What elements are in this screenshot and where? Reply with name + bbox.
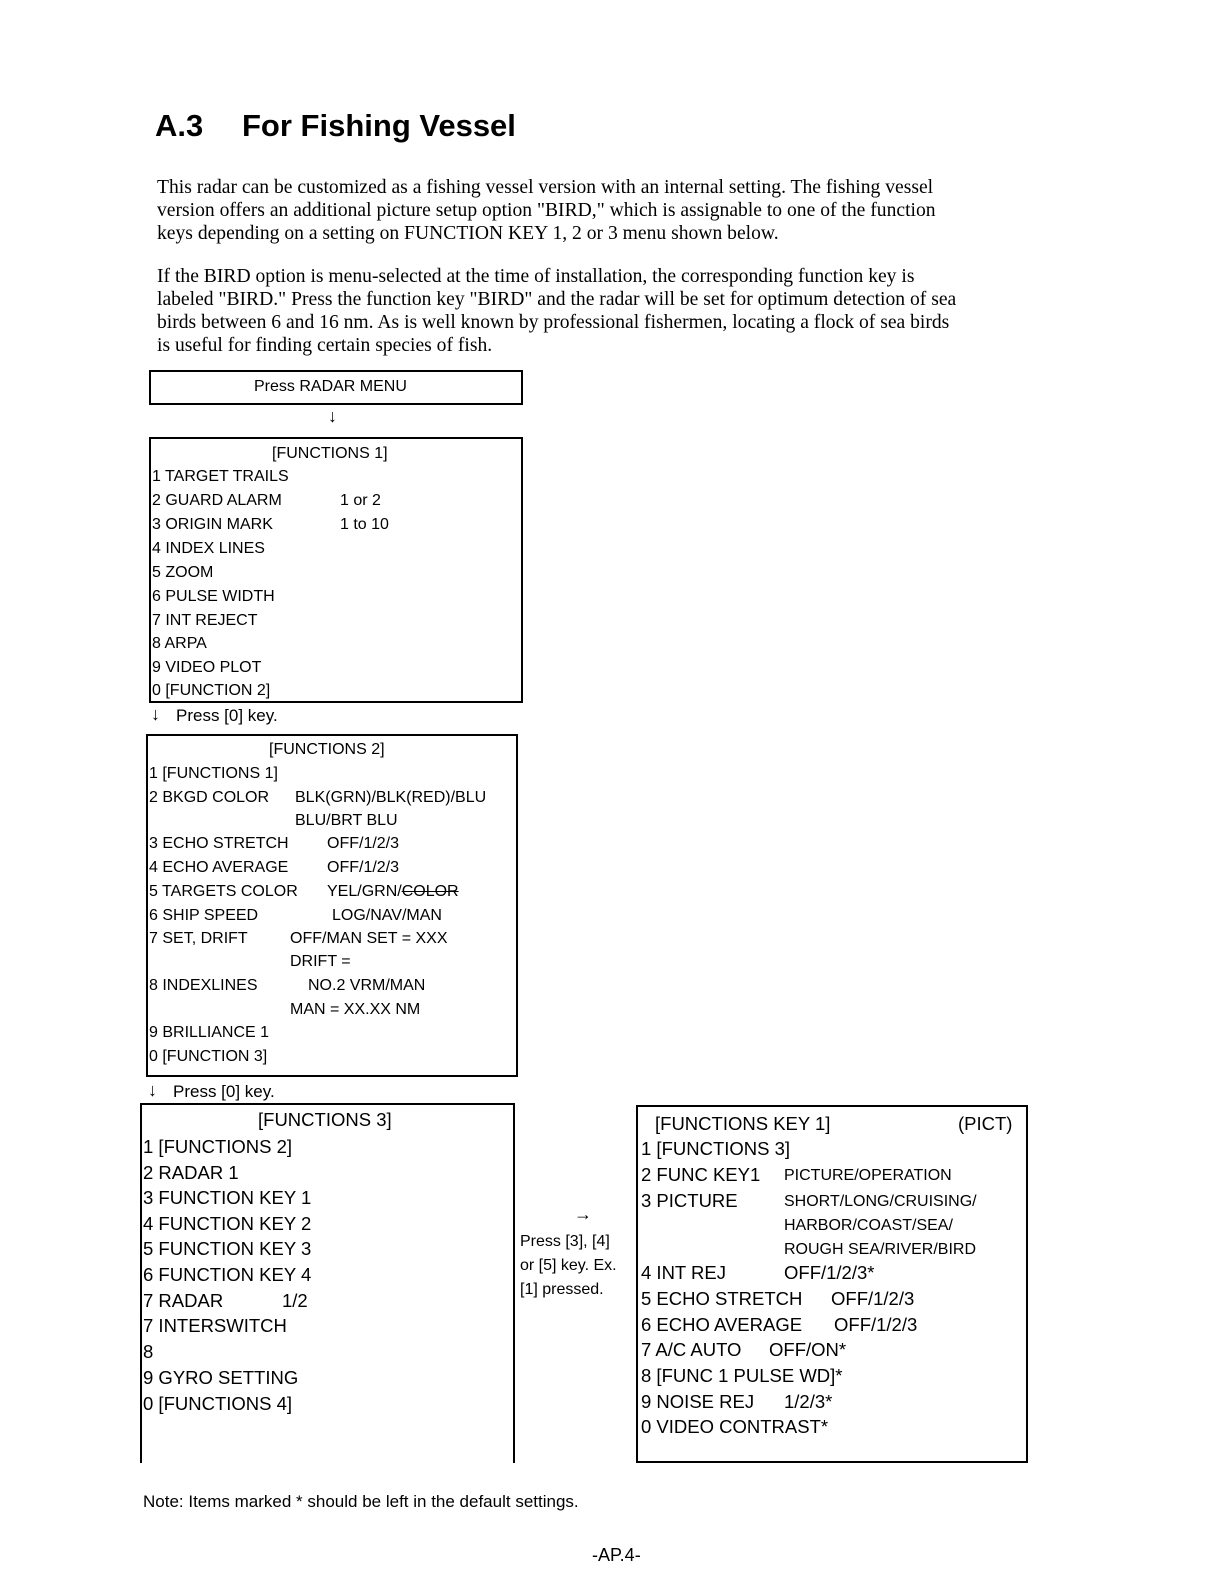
right-arrow-icon: → — [574, 1204, 592, 1224]
functions1-menu — [149, 437, 523, 703]
press-radar-menu-label: Press RADAR MENU — [254, 378, 407, 395]
press-radar-menu-box — [149, 370, 523, 405]
menu-item: 5 TARGETS COLOR — [149, 883, 298, 900]
menu-item: 3 ECHO STRETCH — [149, 835, 289, 852]
menu-item: 7 SET, DRIFT — [149, 930, 248, 947]
menu-item-value: 1 or 2 — [340, 492, 381, 509]
menu-item: 2 RADAR 1 — [143, 1162, 239, 1183]
menu-item: 0 [FUNCTION 3] — [149, 1048, 268, 1065]
section-heading — [155, 108, 516, 144]
menu-item-value: OFF/1/2/3 — [831, 1288, 915, 1309]
menu-item: 8 ARPA — [152, 635, 207, 652]
function-key1-menu — [636, 1105, 1028, 1463]
menu-item: 3 PICTURE — [641, 1190, 738, 1211]
menu-item: 4 INDEX LINES — [152, 540, 265, 557]
menu-item: 1 [FUNCTIONS 3] — [641, 1138, 791, 1159]
menu-item-value: PICTURE/OPERATION — [784, 1167, 952, 1184]
menu-item: 8 INDEXLINES — [149, 977, 258, 994]
page-number: -AP.4- — [592, 1545, 641, 1565]
menu-item: 1 [FUNCTIONS 2] — [143, 1136, 293, 1157]
menu-item-value: MAN = XX.XX NM — [290, 1001, 421, 1018]
functions2-title: [FUNCTIONS 2] — [269, 741, 385, 758]
menu-item: 1 TARGET TRAILS — [152, 468, 289, 485]
menu-item: 4 INT REJ — [641, 1262, 726, 1283]
menu-item: 9 BRILLIANCE 1 — [149, 1024, 270, 1041]
menu-item: 2 GUARD ALARM — [152, 492, 282, 509]
menu-item: 3 FUNCTION KEY 1 — [143, 1187, 312, 1208]
intro-paragraph: This radar can be customized as a fishing vessel version with an internal setting. The fishing vessel version offers an additional picture setup option "BIRD," which is assignable to one of the function keys depending on a setting on FUNCTION KEY 1, 2 or 3 menu shown below. — [157, 177, 936, 244]
menu-item-value: 1 to 10 — [340, 516, 389, 533]
functions1-title: [FUNCTIONS 1] — [272, 445, 388, 462]
connector-note-line1: Press [3], [4] — [520, 1233, 610, 1250]
menu-item-value: LOG/NAV/MAN — [332, 907, 442, 924]
menu-item: 6 FUNCTION KEY 4 — [143, 1264, 312, 1285]
menu-item: 0 VIDEO CONTRAST* — [641, 1416, 829, 1437]
targets-color-options: YEL/GRN/ — [327, 883, 402, 900]
menu-item: 0 [FUNCTION 2] — [152, 682, 271, 699]
footnote: Note: Items marked * should be left in the default settings. — [143, 1492, 579, 1511]
menu-item-value: DRIFT = — [290, 953, 351, 970]
menu-item-value: BLK(GRN)/BLK(RED)/BLU — [295, 789, 487, 806]
menu-item-value: ROUGH SEA/RIVER/BIRD — [784, 1241, 977, 1258]
menu-item-value: HARBOR/COAST/SEA/ — [784, 1217, 953, 1234]
function-key1-title: [FUNCTIONS KEY 1] — [655, 1113, 831, 1134]
menu-item-value: OFF/MAN SET = XXX — [290, 930, 448, 947]
functions2-menu — [146, 734, 518, 1077]
menu-item: 2 BKGD COLOR — [149, 789, 270, 806]
menu-item: 0 [FUNCTIONS 4] — [143, 1393, 293, 1414]
menu-item: 5 FUNCTION KEY 3 — [143, 1238, 312, 1259]
down-arrow-icon: ↓ — [148, 1080, 157, 1100]
menu-item-value: NO.2 VRM/MAN — [308, 977, 426, 994]
press-zero-note: Press [0] key. — [173, 1082, 275, 1101]
menu-item: 6 SHIP SPEED — [149, 907, 259, 924]
bird-paragraph: If the BIRD option is menu-selected at the time of installation, the corresponding function key is labeled "BIRD." Press the function key "BIRD" and the radar will be set for optimum detection of sea birds between 6 and 16 nm. As is well known by professional fishermen, locating a flock of sea birds is useful for finding certain species of fish. — [157, 266, 957, 356]
menu-item-value: BLU/BRT BLU — [295, 812, 398, 829]
menu-item: 4 FUNCTION KEY 2 — [143, 1213, 312, 1234]
box-left-edge — [140, 1443, 142, 1463]
menu-item-value: OFF/1/2/3* — [784, 1262, 875, 1283]
menu-item: 8 [FUNC 1 PULSE WD]* — [641, 1365, 843, 1386]
menu-item: 7 INT REJECT — [152, 612, 258, 629]
menu-item: 7 RADAR — [143, 1290, 224, 1311]
section-title: For Fishing Vessel — [242, 108, 516, 143]
struck-option: COLOR — [401, 883, 459, 900]
box-right-edge — [513, 1443, 515, 1463]
menu-item: 9 VIDEO PLOT — [152, 659, 262, 676]
menu-item: 8 — [143, 1341, 154, 1362]
menu-item-value: OFF/1/2/3 — [327, 859, 400, 876]
function-key1-tag: (PICT) — [958, 1113, 1013, 1134]
down-arrow-icon: ↓ — [328, 406, 337, 426]
menu-item-value — [327, 880, 459, 904]
menu-item: 6 PULSE WIDTH — [152, 588, 275, 605]
down-arrow-icon: ↓ — [151, 704, 160, 724]
menu-item-value: 1/2/3* — [784, 1391, 833, 1412]
menu-item-value: SHORT/LONG/CRUISING/ — [784, 1193, 977, 1210]
menu-item: 5 ZOOM — [152, 564, 214, 581]
menu-item: 7 INTERSWITCH — [143, 1315, 287, 1336]
menu-item-value: 1/2 — [282, 1290, 308, 1311]
menu-item-value: OFF/1/2/3 — [834, 1314, 918, 1335]
functions3-menu — [140, 1103, 515, 1443]
menu-item: 6 ECHO AVERAGE — [641, 1314, 803, 1335]
connector-note-line2: or [5] key. Ex. — [520, 1257, 617, 1274]
menu-item: 2 FUNC KEY1 — [641, 1164, 761, 1185]
menu-item: 1 [FUNCTIONS 1] — [149, 765, 278, 782]
press-zero-note: Press [0] key. — [176, 706, 278, 725]
menu-item-value: OFF/1/2/3 — [327, 835, 400, 852]
menu-item: 3 ORIGIN MARK — [152, 516, 273, 533]
functions3-title: [FUNCTIONS 3] — [258, 1109, 392, 1130]
section-number: A.3 — [155, 108, 204, 143]
menu-item: 4 ECHO AVERAGE — [149, 859, 289, 876]
menu-item: 7 A/C AUTO — [641, 1339, 742, 1360]
menu-item: 9 NOISE REJ — [641, 1391, 755, 1412]
connector-note-line3: [1] pressed. — [520, 1281, 604, 1298]
menu-item: 9 GYRO SETTING — [143, 1367, 299, 1388]
menu-item-value: OFF/ON* — [769, 1339, 847, 1360]
menu-item: 5 ECHO STRETCH — [641, 1288, 803, 1309]
